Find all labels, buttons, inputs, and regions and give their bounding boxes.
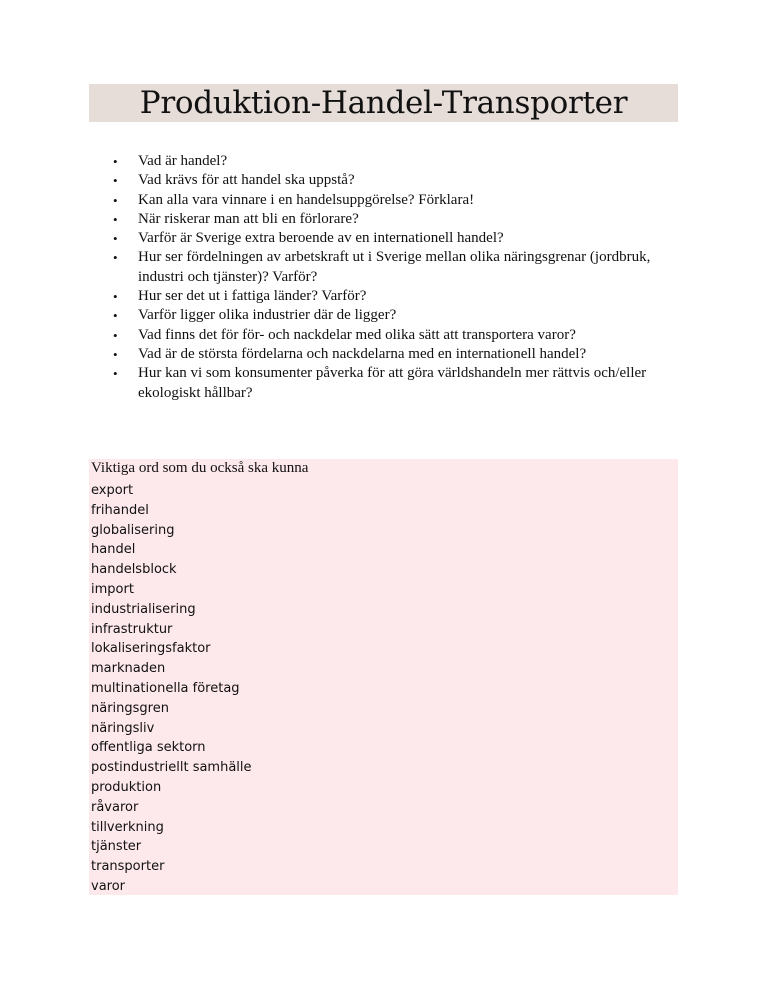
question-item — [110, 326, 680, 345]
question-item — [110, 171, 680, 190]
vocabulary-word: råvaror — [91, 799, 139, 815]
question-text: Vad krävs för att handel ska uppstå? — [138, 172, 355, 189]
bullet-icon: • — [113, 308, 118, 324]
bullet-icon: • — [113, 346, 118, 362]
question-text: Hur ser det ut i fattiga länder? Varför? — [138, 288, 367, 305]
question-item — [110, 345, 680, 364]
question-item — [110, 229, 680, 248]
vocabulary-word: varor — [91, 878, 126, 894]
page-title: Produktion-Handel-Transporter — [139, 85, 628, 121]
question-text: När riskerar man att bli en förlorare? — [138, 210, 359, 227]
vocabulary-word: export — [91, 483, 134, 498]
question-text: Hur kan vi som konsumenter påverka för att göra världshandeln mer rättvis och/eller ekologiskt hållbar? — [138, 365, 647, 401]
question-text: Kan alla vara vinnare i en handelsuppgörelse? Förklara! — [138, 191, 475, 208]
vocabulary-word: tjänster — [91, 839, 142, 855]
vocabulary-word: globalisering — [91, 522, 175, 538]
question-list — [110, 152, 680, 403]
bullet-icon: • — [113, 250, 118, 266]
vocabulary-word: frihandel — [91, 502, 149, 518]
question-item — [110, 364, 680, 403]
bullet-icon: • — [113, 192, 118, 208]
question-text: Varför ligger olika industrier där de ligger? — [138, 307, 397, 324]
question-text: Varför är Sverige extra beroende av en internationell handel? — [138, 230, 504, 247]
vocabulary-word: import — [91, 581, 134, 597]
bullet-icon: • — [113, 366, 118, 382]
vocabulary-word: transporter — [91, 859, 165, 875]
vocabulary-box — [89, 459, 678, 895]
vocabulary-word: handelsblock — [91, 562, 177, 578]
vocabulary-list — [91, 481, 252, 897]
vocabulary-heading: Viktiga ord som du också ska kunna — [91, 460, 309, 476]
vocabulary-word: produktion — [91, 779, 162, 795]
bullet-icon: • — [113, 327, 118, 343]
vocabulary-word: offentliga sektorn — [91, 740, 206, 756]
vocabulary-word: postindustriellt samhälle — [91, 760, 252, 776]
vocabulary-word: handel — [91, 542, 136, 558]
vocabulary-word: näringsgren — [91, 700, 169, 716]
vocabulary-word: infrastruktur — [91, 621, 173, 637]
title-banner — [89, 84, 678, 122]
bullet-icon: • — [113, 289, 118, 305]
question-text: Vad är handel? — [138, 153, 228, 169]
question-text: Vad finns det för för- och nackdelar med olika sätt att transportera varor? — [138, 326, 576, 343]
vocabulary-word: lokaliseringsfaktor — [91, 641, 211, 657]
bullet-icon: • — [113, 154, 118, 169]
bullet-icon: • — [113, 231, 118, 247]
vocabulary-word: marknaden — [91, 661, 166, 677]
question-item — [110, 287, 680, 306]
question-item — [110, 248, 680, 287]
question-item — [110, 152, 680, 171]
bullet-icon: • — [113, 173, 118, 189]
question-text: Vad är de största fördelarna och nackdelarna med en internationell handel? — [138, 345, 587, 362]
question-item — [110, 306, 680, 325]
question-item — [110, 191, 680, 210]
question-item — [110, 210, 680, 229]
bullet-icon: • — [113, 211, 118, 227]
vocabulary-word: multinationella företag — [91, 680, 240, 696]
vocabulary-word: industrialisering — [91, 601, 196, 617]
vocabulary-word: tillverkning — [91, 819, 164, 835]
question-text: Hur ser fördelningen av arbetskraft ut i Sverige mellan olika näringsgrenar (jordbruk, industri och tjänster)? Varför? — [138, 249, 651, 285]
vocabulary-word: näringsliv — [91, 720, 155, 736]
